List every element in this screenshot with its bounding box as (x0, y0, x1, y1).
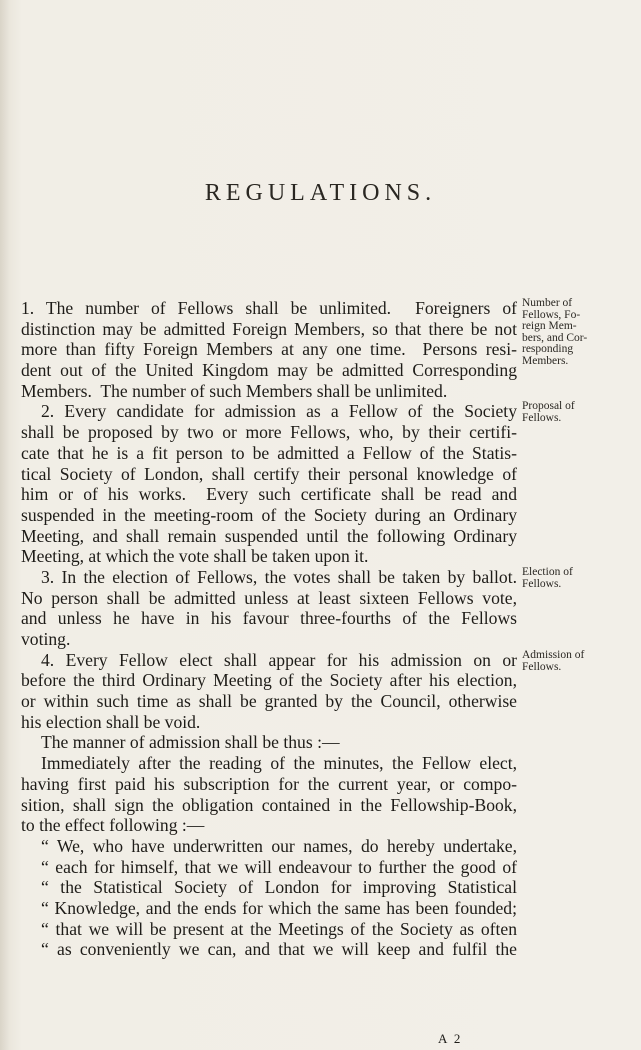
margin-note-line: Fellows. (522, 660, 562, 673)
margin-note-line: Members. (522, 354, 569, 367)
text-line: “ Knowledge, and the ends for which the same has been founded; (41, 897, 517, 918)
margin-note-line: Fellows. (522, 411, 562, 424)
margin-note-number-of-fellows (522, 298, 632, 367)
text-line: Immediately after the reading of the minutes, the Fellow elect, (41, 753, 517, 774)
margin-note-line: Election of (522, 566, 573, 578)
text-line: tical Society of London, shall certify their personal knowledge of (21, 463, 517, 484)
text-line: cate that he is a fit person to be admitted a Fellow of the Statis- (21, 442, 517, 463)
page-title: REGULATIONS. (204, 180, 437, 206)
text-line: his election shall be void. (21, 711, 201, 732)
text-line: more than fifty Foreign Members at any one time. Persons resi- (21, 339, 517, 360)
margin-note-line: Admission of (522, 649, 585, 661)
signature-mark: A 2 (438, 1031, 463, 1046)
margin-note-line: Proposal of (522, 400, 575, 412)
text-line: “ as conveniently we can, and that we will keep and fulfil the (41, 939, 517, 960)
margin-note-line: Number of (522, 297, 573, 309)
margin-note-line: reign Mem- (522, 320, 577, 332)
text-line: “ the Statistical Society of London for improving Statistical (41, 877, 517, 898)
margin-note-line: Fellows, Fo- (522, 308, 581, 321)
text-line: Members. The number of such Members shall be unlimited. (21, 380, 448, 401)
text-line: suspended in the meeting-room of the Society during an Ordinary (21, 504, 517, 525)
text-line: before the third Ordinary Meeting of the Society after his election, (21, 670, 517, 691)
text-line: Meeting, at which the vote shall be taken upon it. (21, 546, 369, 567)
regulations-body (21, 298, 517, 960)
margin-note-proposal (522, 401, 632, 424)
text-line: No person shall be admitted unless at least sixteen Fellows vote, (21, 587, 517, 608)
text-line: 2. Every candidate for admission as a Fellow of the Society (41, 401, 517, 422)
text-line: or within such time as shall be granted by the Council, otherwise (21, 691, 517, 712)
text-line: 4. Every Fellow elect shall appear for his admission on or (41, 649, 517, 670)
text-line: “ each for himself, that we will endeavour to further the good of (41, 856, 517, 877)
margin-note-line: Fellows. (522, 577, 562, 590)
text-line: sition, shall sign the obligation contained in the Fellowship-Book, (21, 794, 517, 815)
text-line: Meeting, and shall remain suspended until the following Ordinary (21, 525, 517, 546)
text-line: voting. (21, 629, 71, 649)
margin-note-line: responding (522, 343, 574, 355)
margin-note-election (522, 567, 632, 590)
margin-note-line: bers, and Cor- (522, 331, 588, 344)
text-line: him or of his works. Every such certificate shall be read and (21, 484, 517, 505)
text-line: having first paid his subscription for the current year, or compo- (21, 773, 517, 794)
text-line: “ We, who have underwritten our names, do hereby undertake, (41, 835, 517, 856)
margin-note-admission (522, 650, 632, 673)
text-line: distinction may be admitted Foreign Members, so that there be not (21, 318, 517, 339)
text-line: to the effect following :— (21, 815, 205, 836)
text-line: and unless he have in his favour three-fourths of the Fellows (21, 608, 517, 629)
text-line: shall be proposed by two or more Fellows, who, by their certifi- (21, 422, 517, 443)
text-line: The manner of admission shall be thus :— (41, 732, 340, 753)
text-line: 1. The number of Fellows shall be unlimited. Foreigners of (21, 298, 517, 318)
text-line: dent out of the United Kingdom may be admitted Corresponding (21, 360, 517, 381)
text-line: “ that we will be present at the Meetings of the Society as often (41, 918, 517, 939)
text-line: 3. In the election of Fellows, the votes shall be taken by ballot. (41, 566, 517, 587)
